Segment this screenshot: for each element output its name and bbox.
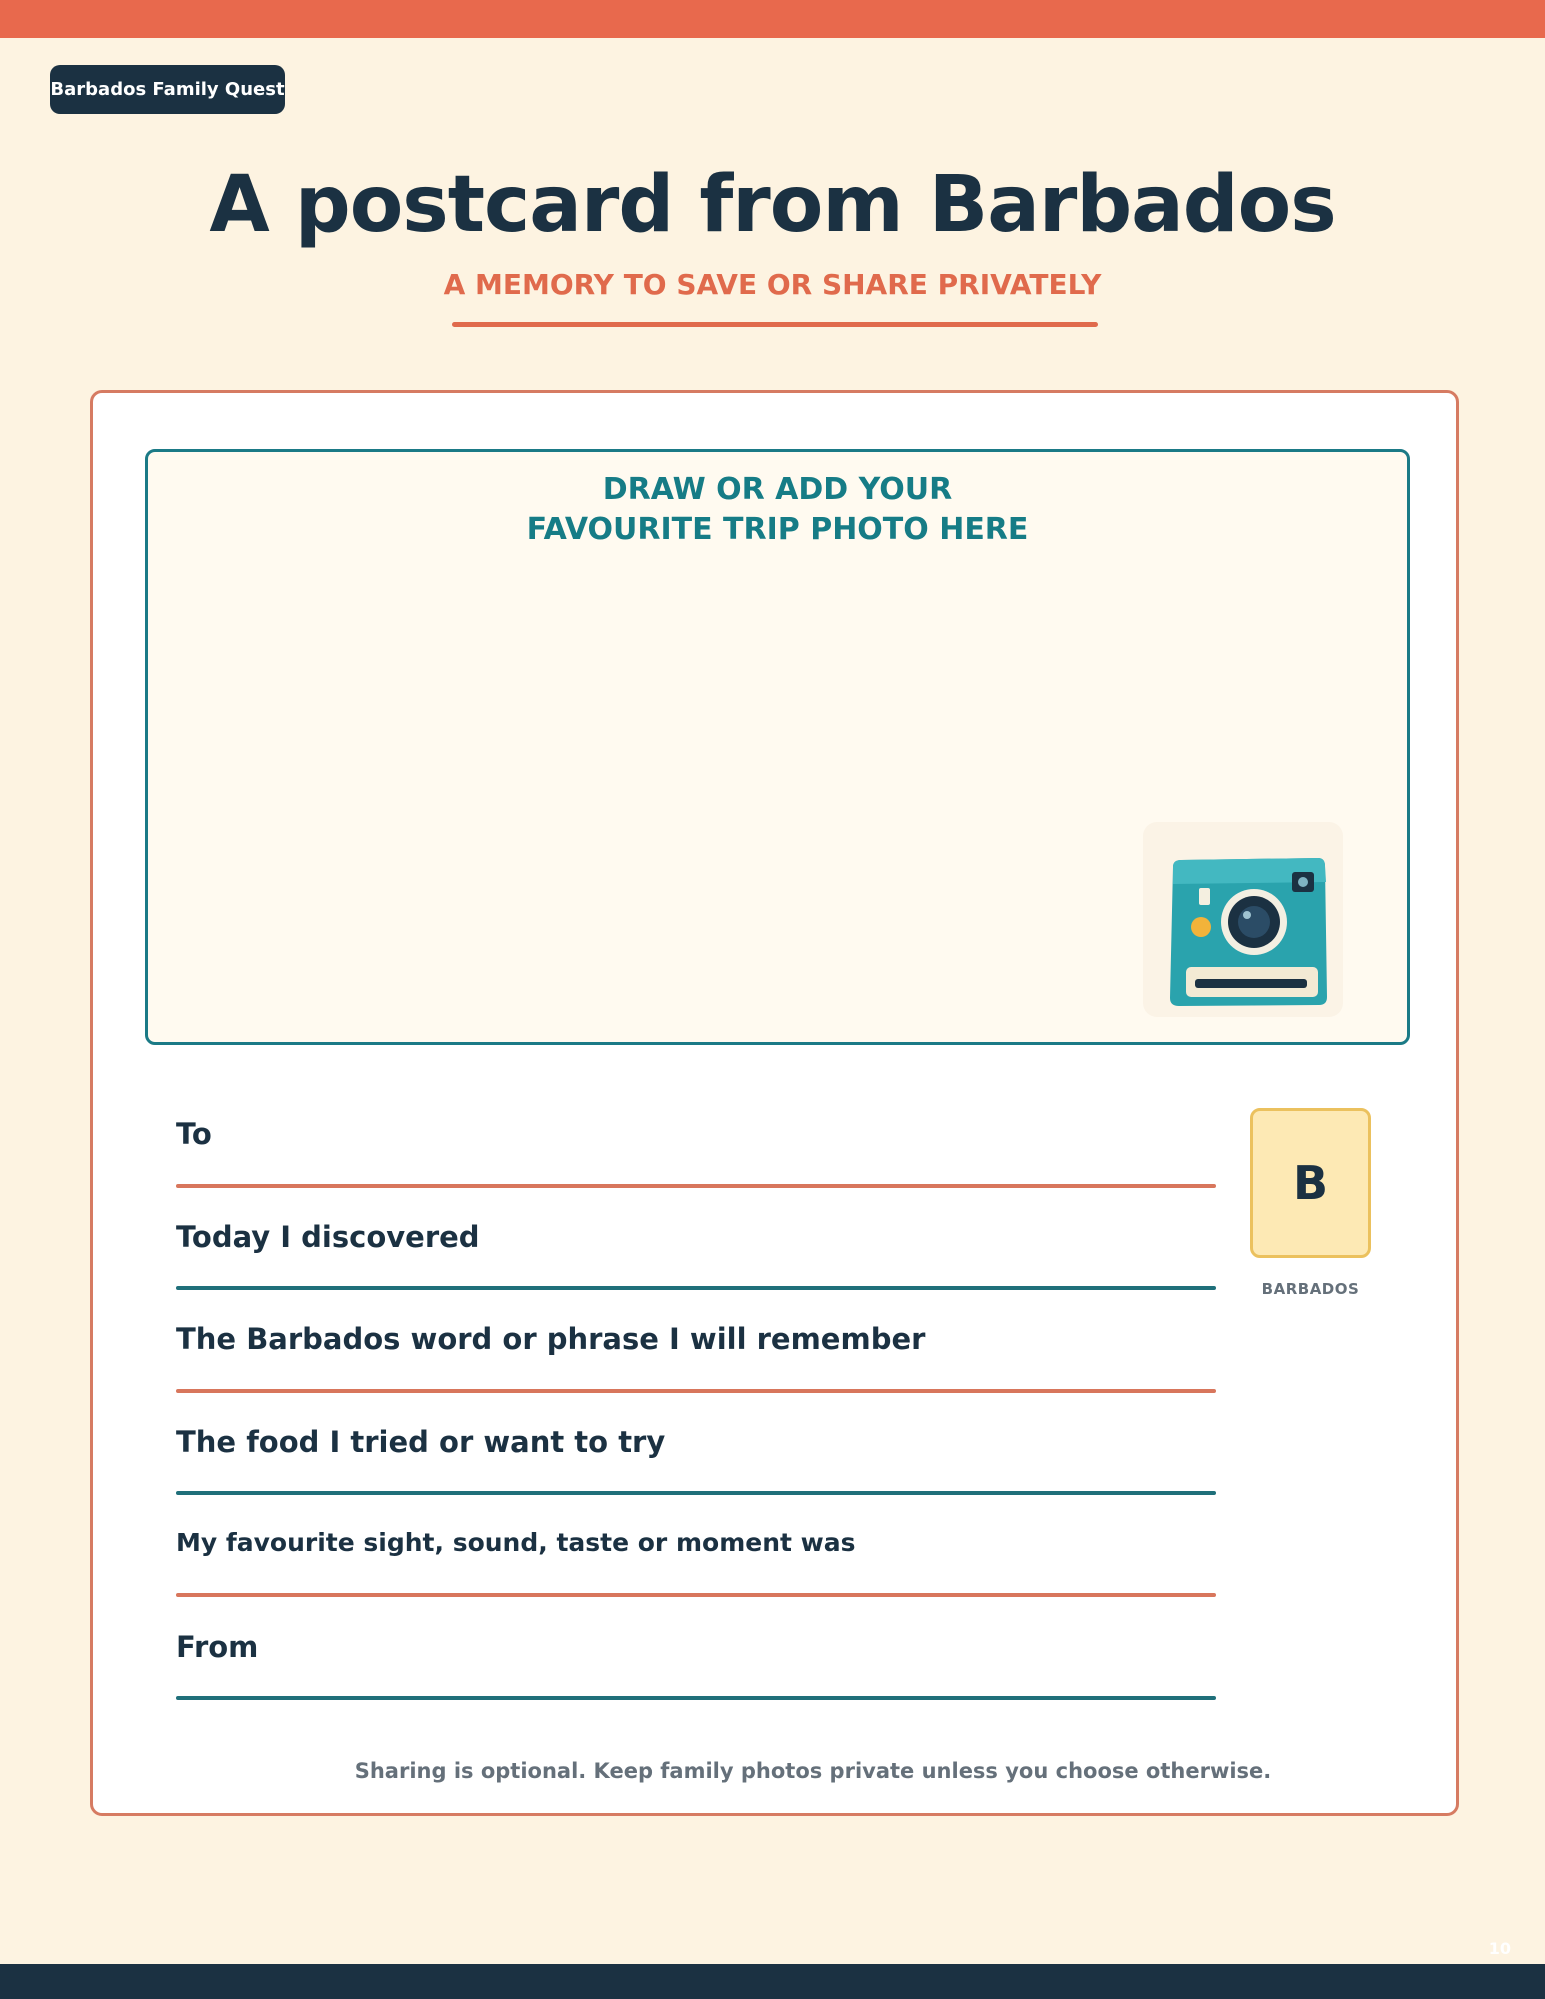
bottom-color-band [0, 1964, 1545, 1999]
subtitle-underline [452, 322, 1098, 327]
photo-prompt-line-1: DRAW OR ADD YOUR [602, 472, 953, 507]
field-label-food: The food I tried or want to try [176, 1425, 666, 1459]
field-label-discovered: Today I discovered [176, 1220, 480, 1254]
top-color-band [0, 0, 1545, 38]
writing-line-discovered[interactable] [176, 1286, 1216, 1290]
writing-line-to[interactable] [176, 1184, 1216, 1188]
writing-line-word-phrase[interactable] [176, 1389, 1216, 1393]
field-label-word-phrase: The Barbados word or phrase I will remember [176, 1322, 926, 1356]
photo-prompt-line-2: FAVOURITE TRIP PHOTO HERE [526, 512, 1029, 547]
page-subtitle: A MEMORY TO SAVE OR SHARE PRIVATELY [443, 268, 1102, 301]
writing-line-favourite-moment[interactable] [176, 1593, 1216, 1597]
writing-line-from[interactable] [176, 1696, 1216, 1700]
camera-icon [1143, 822, 1343, 1017]
postage-stamp: B [1250, 1108, 1371, 1258]
page-number: 10 [1488, 1939, 1511, 1958]
writing-line-food[interactable] [176, 1491, 1216, 1495]
privacy-note: Sharing is optional. Keep family photos private unless you choose otherwise. [354, 1759, 1272, 1783]
postcard [90, 390, 1459, 1816]
field-label-to: To [176, 1117, 212, 1151]
page-title: A postcard from Barbados [209, 160, 1336, 250]
field-label-from: From [176, 1630, 259, 1664]
field-label-favourite-moment: My favourite sight, sound, taste or moment was [176, 1528, 856, 1557]
photo-prompt [148, 470, 1407, 550]
series-tag: Barbados Family Quest [50, 65, 285, 114]
stamp-label: BARBADOS [1261, 1280, 1360, 1298]
photo-drawing-area[interactable] [145, 449, 1410, 1045]
